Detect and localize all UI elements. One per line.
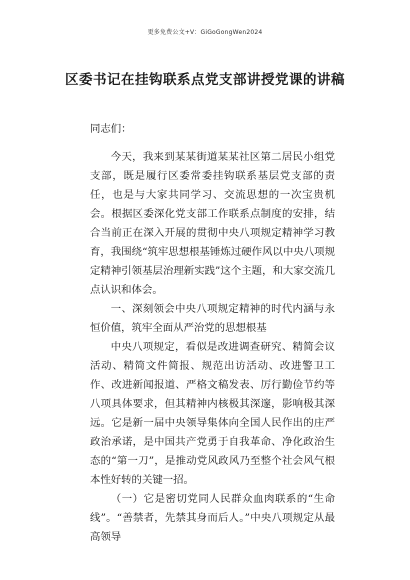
- header-note: 更多免费公文+V：GiGoGongWen2024: [147, 29, 263, 36]
- section-heading-1: 一、深刻领会中央八项规定精神的时代内涵与永恒价值，筑牢全面从严治党的思想根基: [90, 303, 335, 334]
- paragraph-intro: 今天，我来到某某街道某某社区第二居民小组党支部，既是履行区委常委挂钩联系基层党支部的责任，也是与大家共同学习、交流思想的一次宝贵机会。根据区委深化党支部工作联系点制度的安排，结合当前正在深入开展的贯彻中央八项规定精神学习教育，我围绕“筑牢思想根基锤炼过硬作风以中央八项规定精神引领基层治理新实践”这个主题，和大家交流几点认识和体会。: [90, 151, 335, 296]
- document-title: 区委书记在挂钩联系点党支部讲授党课的讲稿: [65, 72, 345, 88]
- paragraph-subsection-1: （一）它是密切党同人民群众血肉联系的“生命线”。“善禁者，先禁其身而后人。”中央八项规定从最高领导: [90, 493, 335, 543]
- salutation: 同志们：: [90, 123, 132, 135]
- document-body: [90, 120, 335, 547]
- paragraph-section-1: 中央八项规定，看似是改进调查研究、精简会议活动、精简文件简报、规范出访活动、改进警卫工作、改进新闻报道、严格文稿发表、厉行勤俭节约等八项具体要求，但其精神内核极其深邃，影响极其深远。它是新一届中央领导集体向全国人民作出的庄严政治承诺，是中国共产党勇于自我革命、净化政治生态的“第一刀”，是推动党风政风乃至整个社会风气根本性好转的关键一招。: [90, 341, 335, 486]
